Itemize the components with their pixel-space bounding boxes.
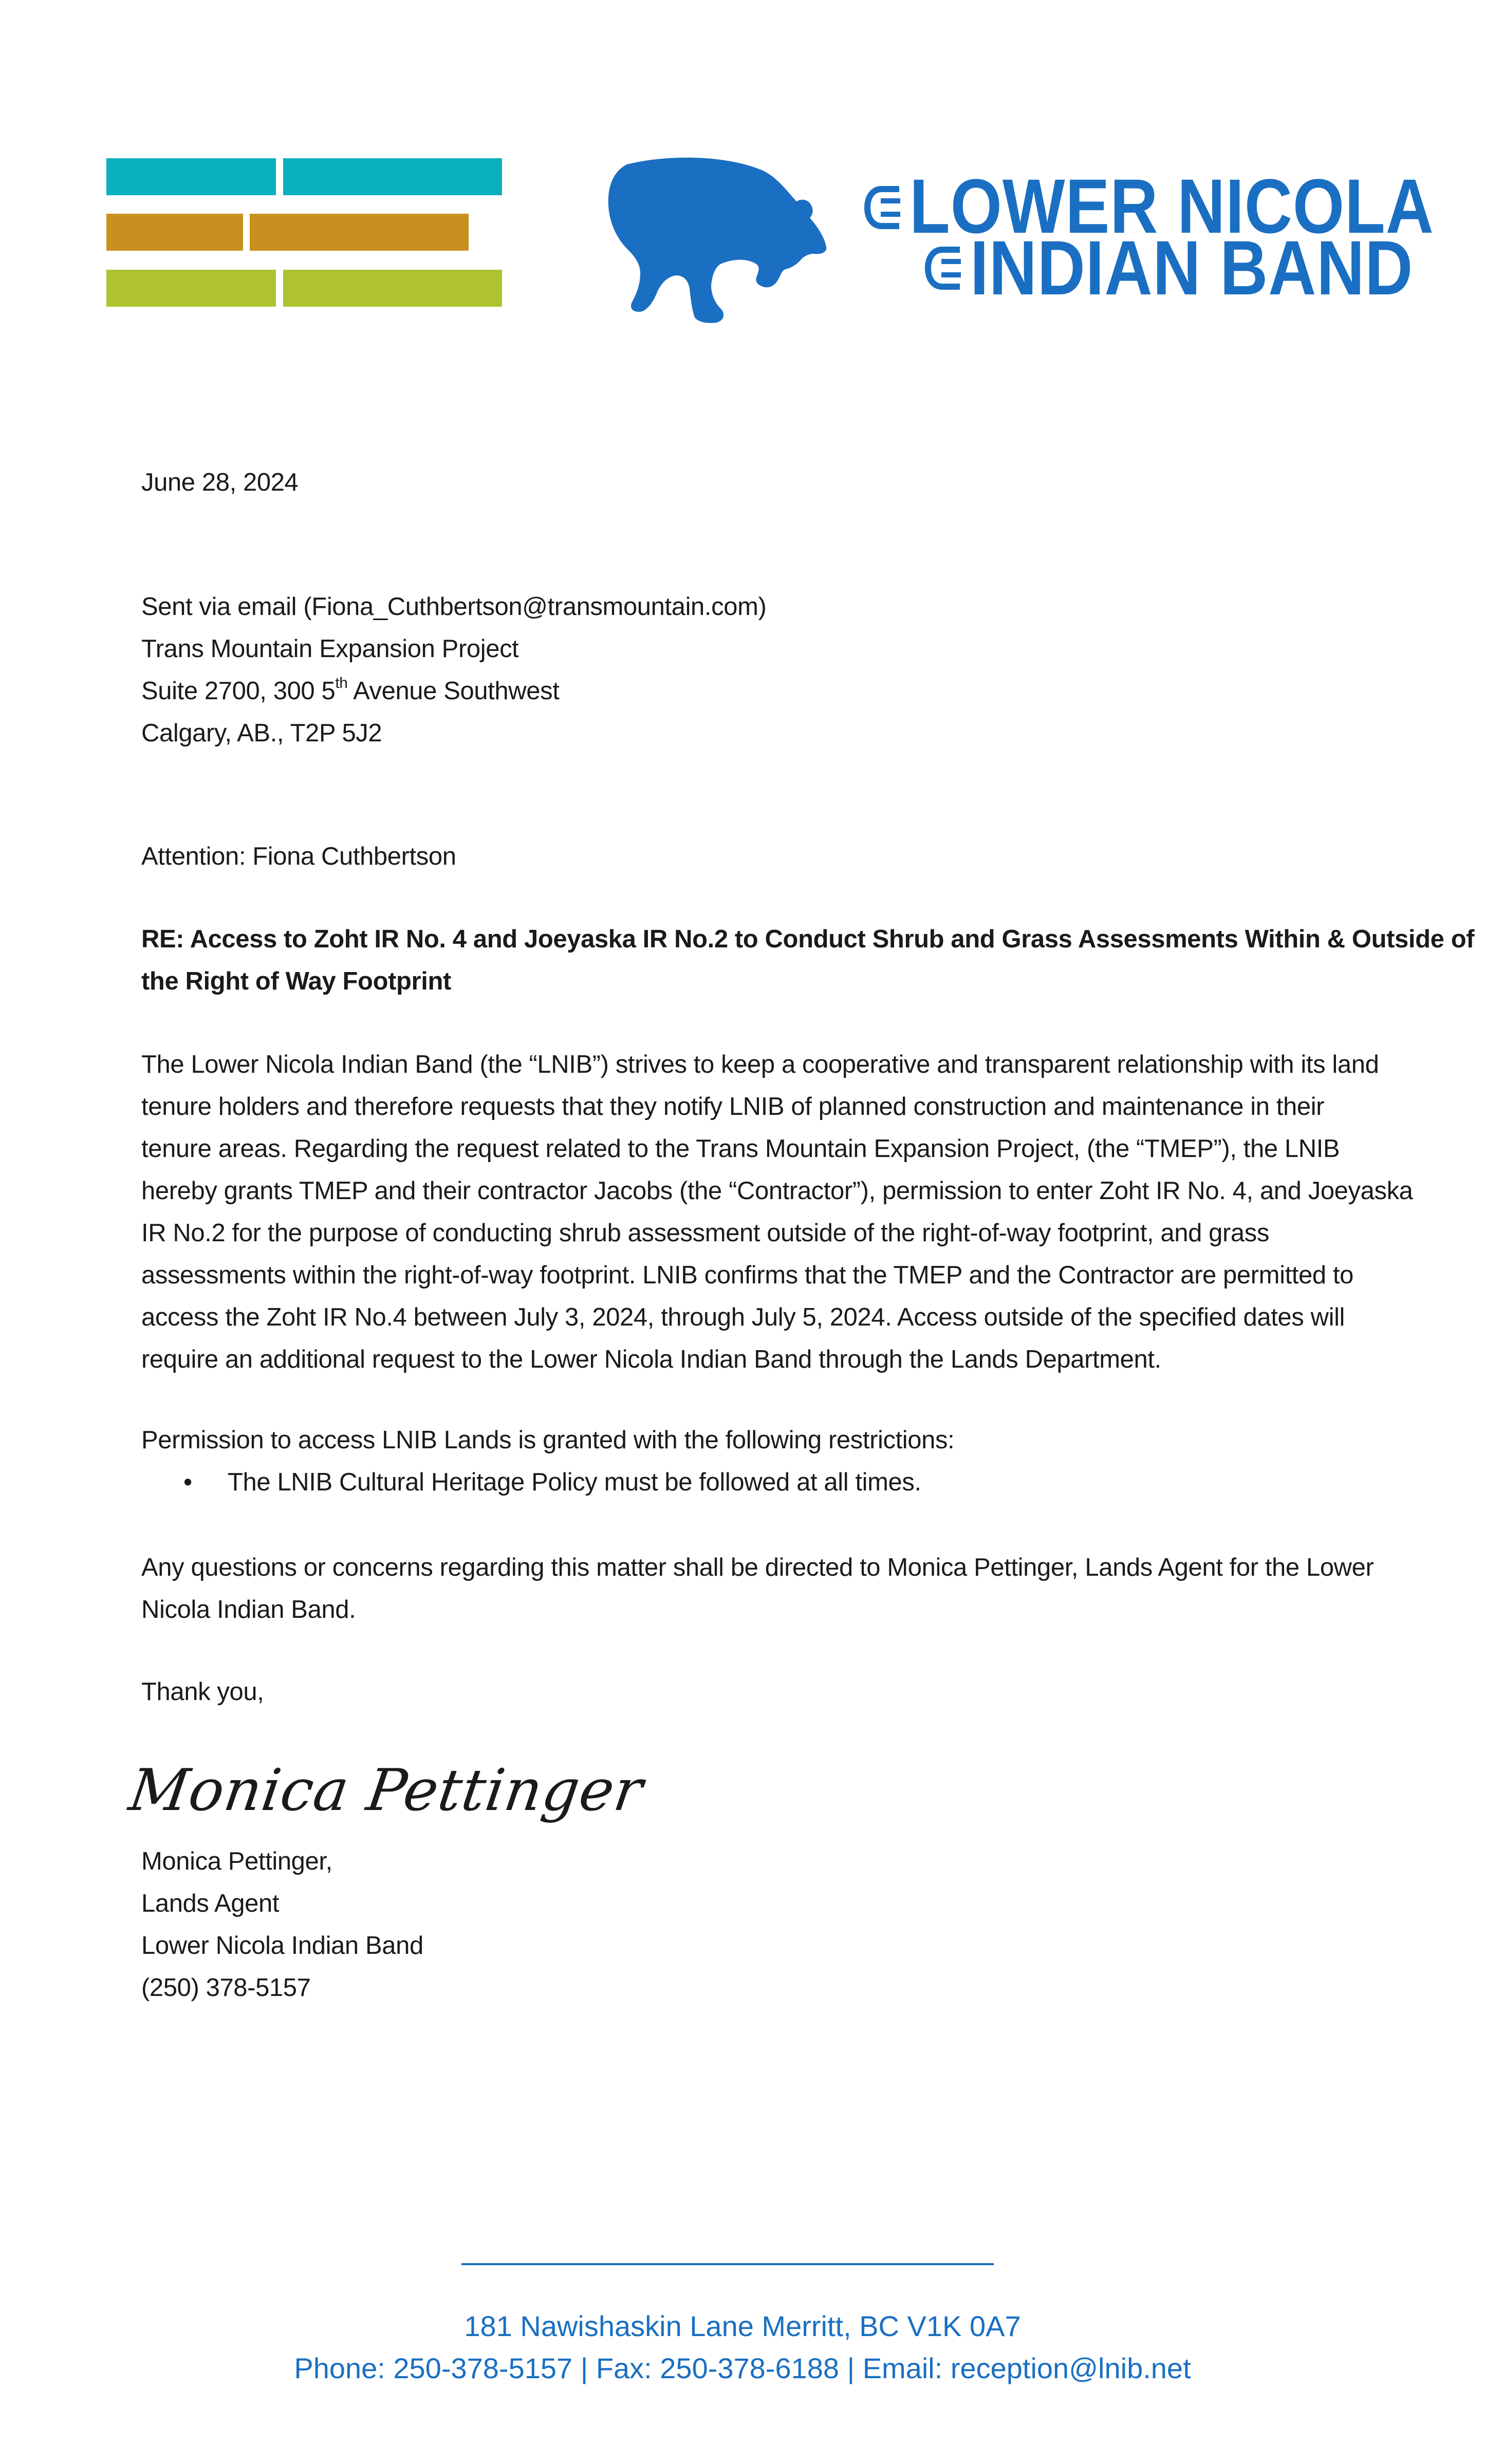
restrictions-list bbox=[141, 1461, 1395, 1503]
list-item bbox=[141, 1461, 1395, 1503]
paragraph-line: Any questions or concerns regarding this matter shall be directed to Monica Pettinger, Lands Agent for the Lower bbox=[141, 1554, 1374, 1581]
letterhead-bar-lime-2 bbox=[283, 270, 502, 307]
org-name-line-1: LOWER NICOLA bbox=[909, 163, 1434, 249]
recipient-address bbox=[141, 586, 1395, 754]
address-line-company: Trans Mountain Expansion Project bbox=[141, 635, 519, 663]
letterhead-bar-ochre-2 bbox=[250, 214, 469, 251]
signer-org: Lower Nicola Indian Band bbox=[141, 1932, 423, 1959]
street-post: Avenue Southwest bbox=[347, 677, 560, 705]
list-item-text: The LNIB Cultural Heritage Policy must be followed at all times. bbox=[228, 1468, 921, 1496]
closing-text: Thank you, bbox=[141, 1678, 264, 1706]
body-paragraph-1 bbox=[141, 1043, 1413, 1380]
letter-date bbox=[141, 461, 1395, 503]
footer-divider bbox=[461, 2263, 994, 2265]
org-name-line-2: INDIAN BAND bbox=[970, 225, 1414, 311]
closing bbox=[141, 1671, 1395, 1713]
body-paragraph-3 bbox=[141, 1546, 1395, 1631]
letterhead-bar-ochre-1 bbox=[106, 214, 243, 251]
subject-line-1: RE: Access to Zoht IR No. 4 and Joeyaska IR No.2 to Conduct Shrub and Grass Assessments Within & Outside of bbox=[141, 925, 1475, 953]
address-line-email: Sent via email (Fiona_Cuthbertson@transmountain.com) bbox=[141, 593, 767, 621]
letterhead-bar-teal-1 bbox=[106, 158, 276, 195]
paragraph-line: require an additional request to the Lower Nicola Indian Band through the Lands Department. bbox=[141, 1346, 1161, 1373]
address-line-city: Calgary, AB., T2P 5J2 bbox=[141, 719, 382, 747]
bear-logo-icon bbox=[606, 154, 827, 329]
subject-line-2: the Right of Way Footprint bbox=[141, 967, 451, 995]
footer-address: 181 Nawishaskin Lane Merritt, BC V1K 0A7 bbox=[464, 2310, 1021, 2342]
attention-line bbox=[141, 835, 1395, 878]
paragraph-line: IR No.2 for the purpose of conducting shrub assessment outside of the right-of-way footprint, and grass bbox=[141, 1219, 1269, 1247]
street-pre: Suite 2700, 300 5 bbox=[141, 677, 336, 705]
attention-text: Attention: Fiona Cuthbertson bbox=[141, 843, 456, 870]
address-line-street bbox=[141, 670, 1395, 712]
permission-intro-text: Permission to access LNIB Lands is granted with the following restrictions: bbox=[141, 1426, 955, 1454]
signer-name: Monica Pettinger, bbox=[141, 1847, 332, 1875]
letterhead-bar-lime-1 bbox=[106, 270, 276, 307]
handwritten-signature: Monica Pettinger bbox=[125, 1757, 647, 1824]
subject-line bbox=[141, 918, 1475, 1002]
signer-title: Lands Agent bbox=[141, 1890, 280, 1917]
permission-intro bbox=[141, 1419, 1395, 1461]
letterhead-bar-teal-2 bbox=[283, 158, 502, 195]
paragraph-line: The Lower Nicola Indian Band (the “LNIB”) strives to keep a cooperative and transparent relationship with its land bbox=[141, 1051, 1379, 1078]
small-bear-emblem-icon bbox=[863, 185, 904, 230]
signer-block bbox=[141, 1840, 1395, 2009]
date-text: June 28, 2024 bbox=[141, 469, 299, 496]
paragraph-line: Nicola Indian Band. bbox=[141, 1596, 356, 1623]
paragraph-line: hereby grants TMEP and their contractor Jacobs (the “Contractor”), permission to enter Zoht IR No. 4, and Joeyaska bbox=[141, 1177, 1413, 1205]
paragraph-line: access the Zoht IR No.4 between July 3, 2024, through July 5, 2024. Access outside of the specified dates will bbox=[141, 1303, 1345, 1331]
footer-contact: Phone: 250-378-5157 | Fax: 250-378-6188 | Email: reception@lnib.net bbox=[294, 2352, 1191, 2384]
small-bear-emblem-icon bbox=[924, 246, 965, 291]
signer-phone: (250) 378-5157 bbox=[141, 1974, 311, 2002]
paragraph-line: tenure areas. Regarding the request related to the Trans Mountain Expansion Project, (the “TMEP”), the LNIB bbox=[141, 1135, 1340, 1163]
bullet-glyph: • bbox=[183, 1468, 192, 1496]
paragraph-line: assessments within the right-of-way footprint. LNIB confirms that the TMEP and the Contractor are permitted to bbox=[141, 1261, 1353, 1289]
org-name bbox=[863, 163, 1434, 311]
paragraph-line: tenure holders and therefore requests that they notify LNIB of planned construction and maintenance in their bbox=[141, 1093, 1325, 1121]
street-sup: th bbox=[335, 675, 348, 692]
